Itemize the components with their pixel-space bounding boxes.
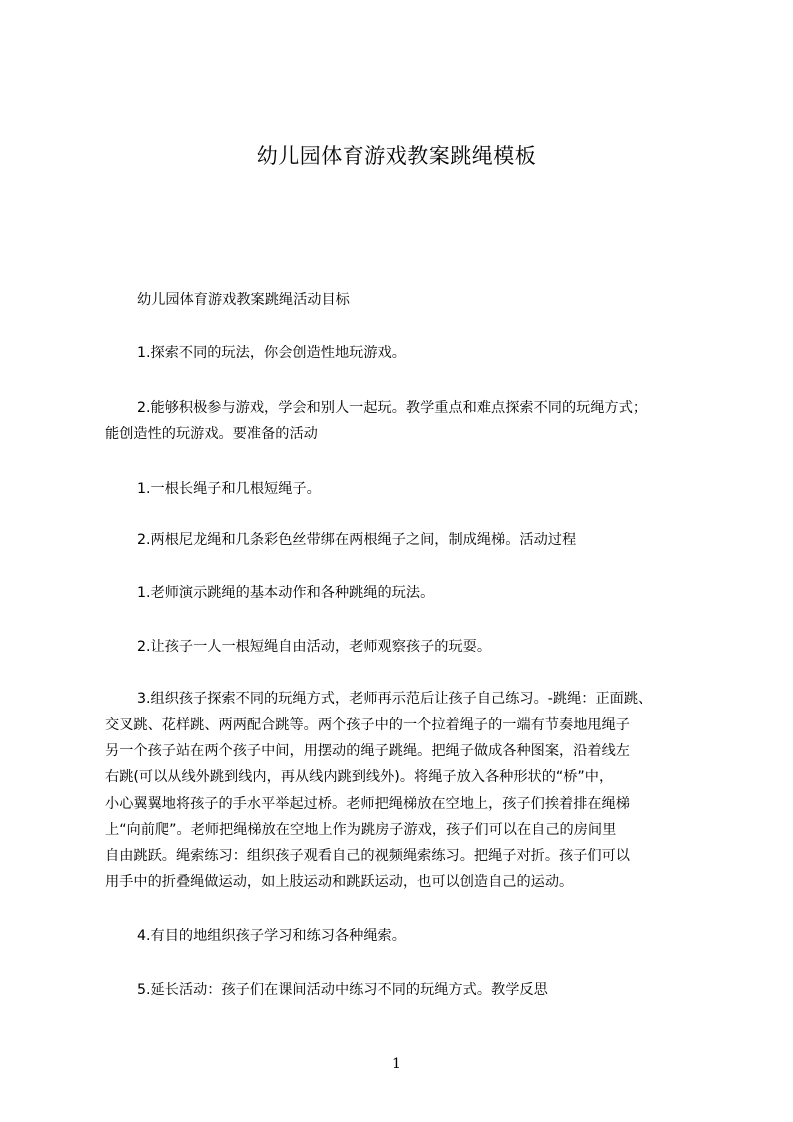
paragraph-line: 3.组织孩子探索不同的玩绳方式，老师再示范后让孩子自己练习。-跳绳：正面跳、 — [137, 691, 653, 707]
page-number: 1 — [392, 1056, 401, 1072]
paragraph-line: 右跳(可以从线外跳到线内，再从线内跳到线外)。将绳子放入各种形状的“桥”中， — [105, 769, 614, 785]
paragraph-line: 2.两根尼龙绳和几条彩色丝带绑在两根绳子之间，制成绳梯。活动过程 — [137, 532, 577, 548]
paragraph-line: 用手中的折叠绳做运动，如上肢运动和跳跃运动，也可以创造自己的运动。 — [105, 874, 574, 890]
paragraph-line: 自由跳跃。绳索练习：组织孩子观看自己的视频绳索练习。把绳子对折。孩子们可以 — [105, 848, 630, 864]
document-title: 幼儿园体育游戏教案跳绳模板 — [256, 144, 537, 168]
paragraph-line: 1.一根长绳子和几根短绳子。 — [137, 481, 321, 497]
paragraph-line: 4.有目的地组织孩子学习和练习各种绳索。 — [137, 928, 406, 944]
paragraph-line: 另一个孩子站在两个孩子中间，用摆动的绳子跳绳。把绳子做成各种图案，沿着线左 — [105, 743, 630, 759]
paragraph-line: 1.老师演示跳绳的基本动作和各种跳绳的玩法。 — [137, 585, 435, 601]
paragraph-line: 5.延长活动：孩子们在课间活动中练习不同的玩绳方式。教学反思 — [137, 982, 548, 998]
paragraph-line: 2.让孩子一人一根短绳自由活动，老师观察孩子的玩耍。 — [137, 639, 492, 655]
paragraph-line: 小心翼翼地将孩子的手水平举起过桥。老师把绳梯放在空地上，孩子们挨着排在绳梯 — [105, 796, 630, 812]
paragraph-line: 上“向前爬”。老师把绳梯放在空地上作为跳房子游戏，孩子们可以在自己的房间里 — [105, 822, 617, 838]
paragraph-line: 能创造性的玩游戏。要准备的活动 — [105, 426, 318, 442]
section-heading-objectives: 幼儿园体育游戏教案跳绳活动目标 — [137, 292, 350, 308]
paragraph-line: 1.探索不同的玩法，你会创造性地玩游戏。 — [137, 345, 406, 361]
paragraph-line: 2.能够积极参与游戏，学会和别人一起玩。教学重点和难点探索不同的玩绳方式； — [137, 400, 648, 416]
paragraph-line: 交叉跳、花样跳、两两配合跳等。两个孩子中的一个拉着绳子的一端有节奏地甩绳子 — [105, 717, 630, 733]
